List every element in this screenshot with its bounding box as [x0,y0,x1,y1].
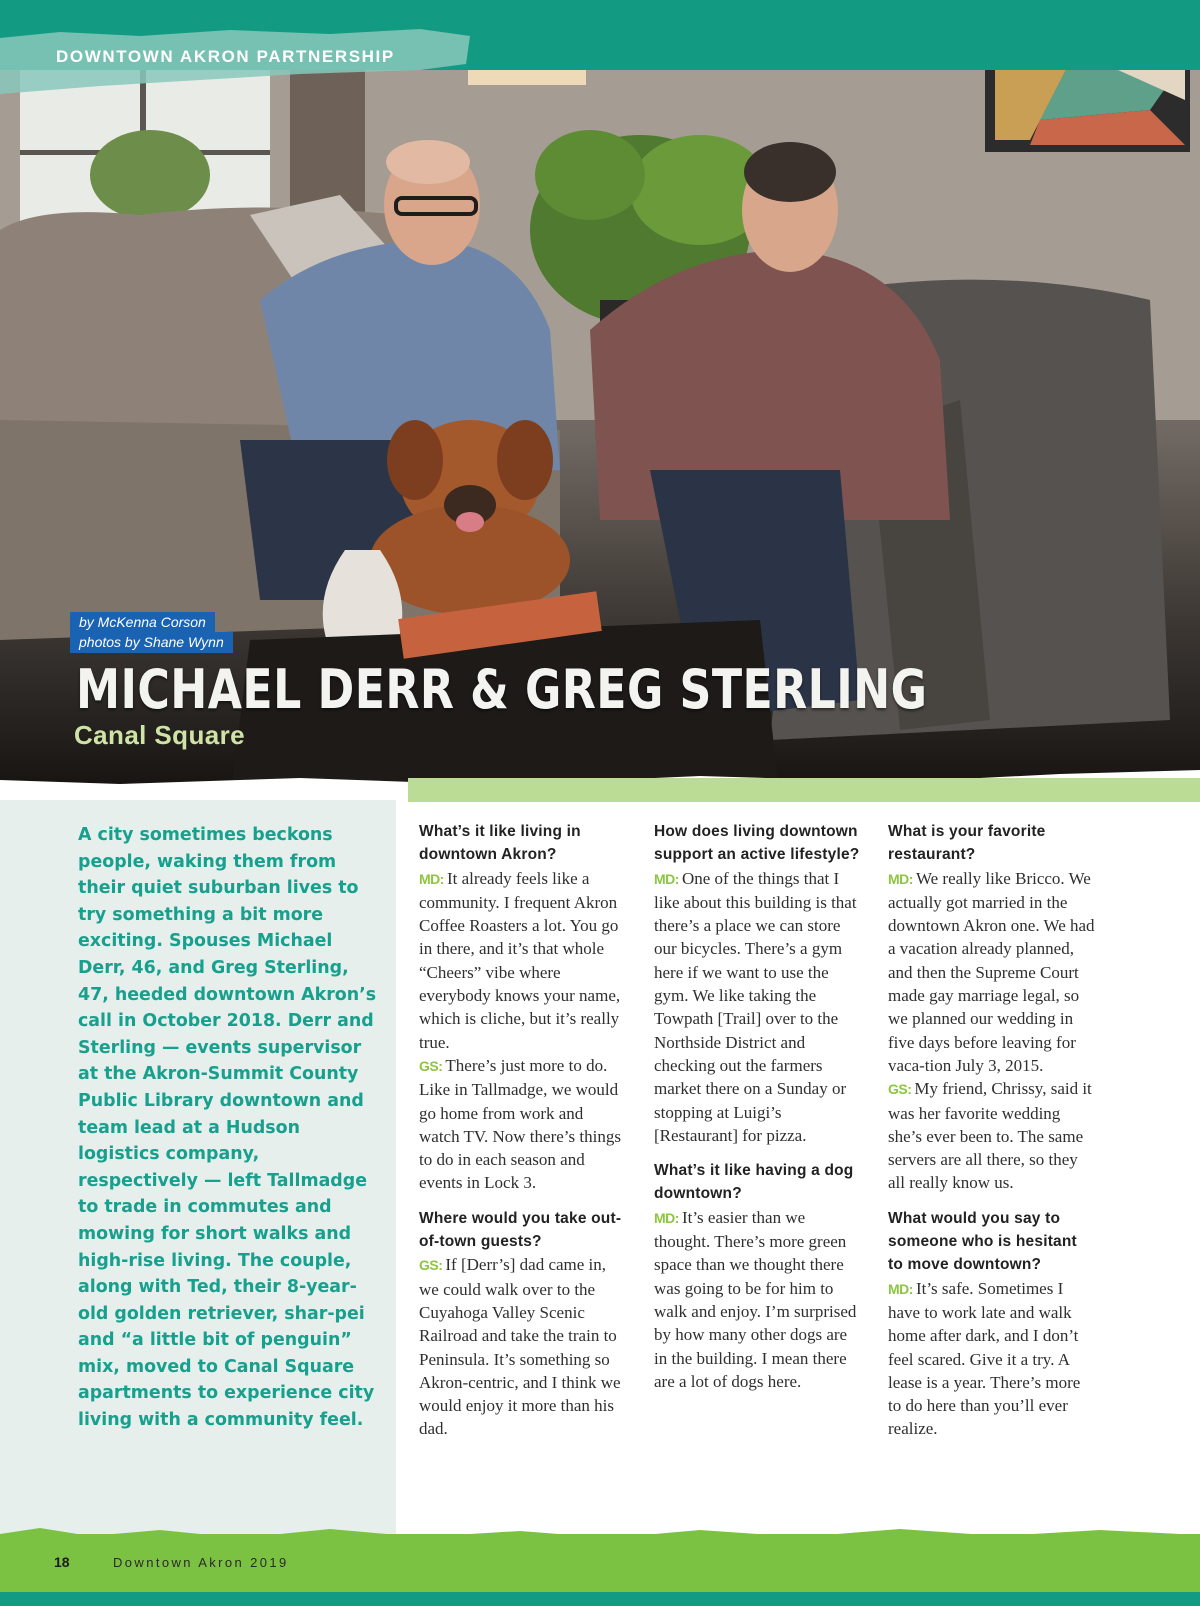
answer-text: It’s easier than we thought. There’s more green space than we thought there was going to be for him to walk and enjoy. I’m surprised by how many other dogs are in the building. I mean there are a lot of dogs here. [654,1207,857,1391]
answer-text: If [Derr’s] dad came in, we could walk over to the Cuyahoga Valley Scenic Railroad and take the train to Peninsula. It’s something so Akron-centric, and I think we would enjoy it more than his dad. [419,1255,621,1439]
page-number: 18 [54,1554,70,1570]
photo-credit: photos by Shane Wynn [70,632,233,653]
section-label: DOWNTOWN AKRON PARTNERSHIP [56,47,395,66]
speaker-tag-md: MD: [654,1209,679,1226]
question: What would you say to someone who is hesitant to move downtown? [888,1209,1077,1274]
answer [654,867,862,1148]
answer [419,1054,627,1195]
green-strip [408,778,1200,802]
answer-text: One of the things that I like about this building is that there’s a place we can store our bicycles. There’s a gym here if we want to use the gym. We like taking the Towpath [Trail] over to the Northside District and checking out the farmers market there on a Sunday or stopping at Luigi’s [Restaurant] for pizza. [654,868,857,1145]
question: Where would you take out-of-town guests? [419,1209,622,1251]
footer-torn-edge [0,1520,1200,1550]
interview-column-1 [419,820,627,1441]
answer-text: There’s just more to do. Like in Tallmadge, we would go home from work and watch TV. Now there’s things to do in each season and events in Lock 3. [419,1055,621,1193]
answer-text: My friend, Chrissy, said it was her favorite wedding she’s ever been to. The same servers are all there, so they all really know us. [888,1079,1092,1193]
byline: by McKenna Corson [70,612,215,633]
answer-text: We really like Bricco. We actually got married in the downtown Akron one. We had a vacation already planned, and then the Supreme Court made gay marriage legal, so we planned our wedding in five days before leaving for vaca-tion July 3, 2015. [888,868,1095,1075]
speaker-tag-md: MD: [888,1280,913,1297]
answer-text: It’s safe. Sometimes I have to work late and walk home after dark, and I don’t feel scared. Give it a try. A lease is a year. There’s more to do here than you’ll ever realize. [888,1278,1081,1439]
speaker-tag-gs: GS: [888,1081,912,1098]
question: How does living downtown support an active lifestyle? [654,823,860,864]
question: What’s it like having a dog downtown? [654,1162,854,1203]
answer-text: It already feels like a community. I frequent Akron Coffee Roasters a lot. You go in there, and it’s that whole “Cheers” vibe where everybody knows your name, which is cliche, but it’s really true. [419,868,621,1052]
headline: MICHAEL DERR & GREG STERLING [76,658,928,721]
answer [654,1206,862,1393]
question: What is your favorite restaurant? [888,823,1046,864]
speaker-tag-gs: GS: [419,1257,443,1274]
interview-column-3 [888,820,1096,1441]
magazine-name: Downtown Akron 2019 [113,1555,289,1570]
speaker-tag-md: MD: [419,870,444,887]
speaker-tag-gs: GS: [419,1057,443,1074]
answer [888,1277,1096,1441]
interview-column-2 [654,820,862,1393]
answer [888,867,1096,1078]
location-subtitle: Canal Square [74,720,245,750]
footer-teal-strip [0,1592,1200,1606]
answer [888,1077,1096,1194]
question: What’s it like living in downtown Akron? [419,823,581,864]
speaker-tag-md: MD: [888,870,913,887]
speaker-tag-md: MD: [654,870,679,887]
intro-paragraph: A city sometimes beckons people, waking them from their quiet suburban lives to try something a bit more exciting. Spouses Michael Derr, 46, and Greg Sterling, 47, heeded downtown Akron’s call in October 2018. Derr and Sterling — events supervisor at the Akron-Summit County Public Library downtown and team lead at a Hudson logistics company, respectively — left Tallmadge to trade in commutes and mowing for short walks and high-rise living. The couple, along with Ted, their 8-year-old golden retriever, shar-pei and “a little bit of penguin” mix, moved to Canal Square apartments to experience city living with a community feel. [78,825,377,1431]
answer [419,1253,627,1440]
answer [419,867,627,1054]
